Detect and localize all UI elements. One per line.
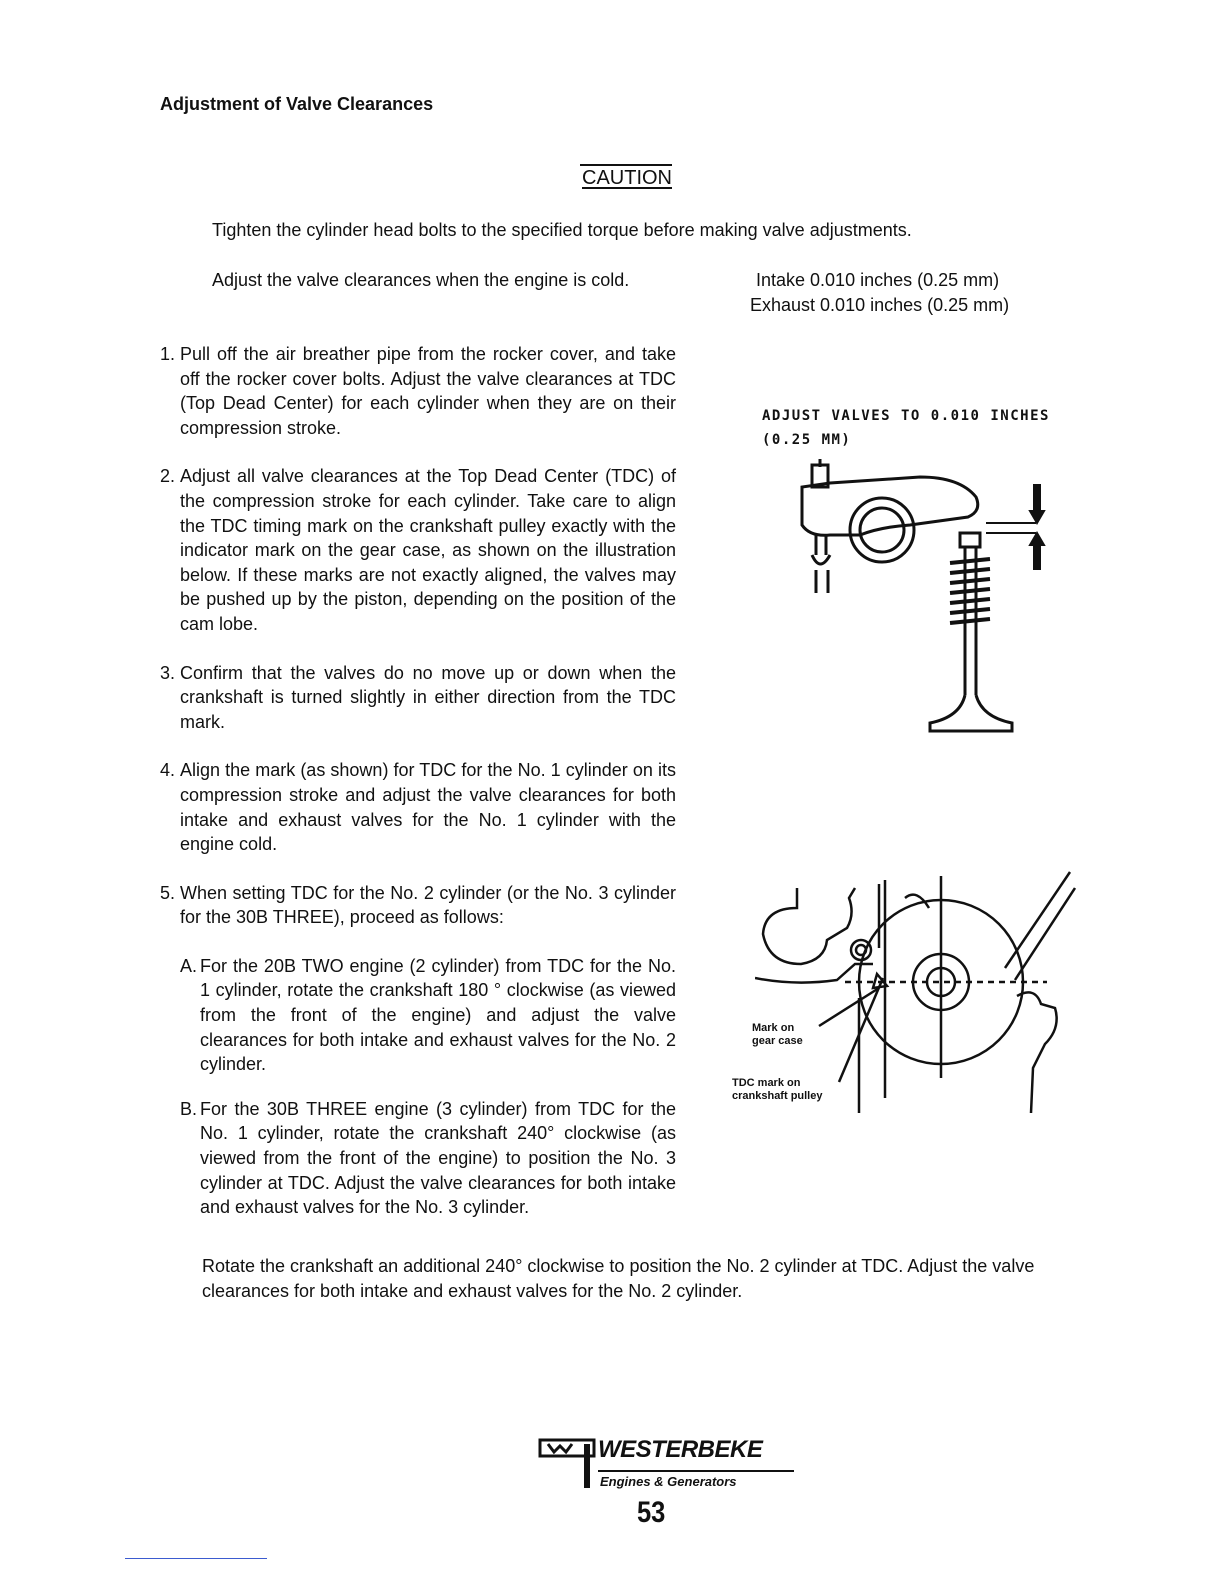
substep-a <box>180 954 676 1077</box>
step-text: Confirm that the valves do no move up or down when the crankshaft is turned slightly in either direction from the TDC mark. <box>180 662 676 732</box>
closing-paragraph: Rotate the crankshaft an additional 240° clockwise to position the No. 2 cylinder at TDC. Adjust the valve clearances for both intake and exhaust valves for the No. 2 cylinder. <box>202 1256 1035 1301</box>
substep-letter: B. <box>180 1098 198 1119</box>
substep-text: For the 30B THREE engine (3 cylinder) from TDC for the No. 1 cylinder, rotate the crankshaft 240° clockwise (as viewed from the front of the engine) to position the No. 3 cylinder at TDC. Adjust the valve clearances for both intake and exhaust valves for the No. 3 cylinder. <box>200 1098 676 1218</box>
cold-note: Adjust the valve clearances when the engine is cold. <box>212 270 630 290</box>
procedure-steps <box>160 342 676 1240</box>
tdc-label-line1: TDC mark on <box>732 1077 801 1089</box>
step-text: When setting TDC for the No. 2 cylinder (or the No. 3 cylinder for the 30B THREE), proceed as follows: <box>180 882 676 928</box>
page-number: 53 <box>637 1496 666 1529</box>
step-number: 5. <box>160 882 176 903</box>
caution-rule <box>580 164 672 166</box>
valve-rocker-illustration <box>790 455 1050 740</box>
step-number: 1. <box>160 344 176 364</box>
step-text: Align the mark (as shown) for TDC for the No. 1 cylinder on its compression stroke and adjust the valve clearances for both intake and exhaust valves for the No. 1 cylinder with the engine cold. <box>180 760 676 855</box>
step-text: Adjust all valve clearances at the Top Dead Center (TDC) of the compression stroke for each cylinder. Take care to align the TDC timing mark on the crankshaft pulley exactly with the indicator mark on the gear case, as shown on the illustration below. If these marks are not exactly aligned, the valves may be pushed up by the piston, depending on the position of the cam lobe. <box>180 466 676 634</box>
valve-diagram-label: ADJUST VALVES TO 0.010 INCHES <box>762 408 1050 424</box>
mark-label-line2: gear case <box>752 1035 803 1047</box>
step-text: Pull off the air breather pipe from the rocker cover, and take off the rocker cover bolts. Adjust the valve clearances at TDC (Top Dead Center) for each cylinder when they are on their compression stroke. <box>180 344 676 438</box>
tdc-label-line2: crankshaft pulley <box>732 1090 823 1102</box>
substep-b <box>180 1097 676 1220</box>
westerbeke-logo-icon <box>538 1438 598 1492</box>
step-number: 2. <box>160 466 176 487</box>
page-title: Adjustment of Valve Clearances <box>160 94 434 114</box>
step-number: 4. <box>160 760 176 781</box>
step-4 <box>160 758 676 856</box>
footer-rule <box>125 1558 267 1559</box>
tdc-mark-label <box>732 1077 822 1103</box>
substep-text: For the 20B TWO engine (2 cylinder) from TDC for the No. 1 cylinder, rotate the crankshaft 180 ° clockwise (as viewed from the front of the engine) and adjust the valve clearances for both intake and exhaust valves for the No. 2 cylinder. <box>200 955 676 1075</box>
caution-label: CAUTION <box>582 167 672 189</box>
step-5 <box>160 881 676 930</box>
mark-label <box>752 1022 803 1048</box>
brand-underline <box>598 1470 794 1472</box>
brand-name: WESTERBEKE <box>598 1436 763 1463</box>
step-number: 3. <box>160 662 176 683</box>
valve-diagram-label-mm: (0.25 MM) <box>762 432 852 448</box>
brand-tagline: Engines & Generators <box>600 1474 737 1489</box>
mark-label-line1: Mark on <box>752 1022 795 1034</box>
caution-text: Tighten the cylinder head bolts to the specified torque before making valve adjustments. <box>212 220 912 240</box>
exhaust-spec: Exhaust 0.010 inches (0.25 mm) <box>750 295 1010 315</box>
intake-spec: Intake 0.010 inches (0.25 mm) <box>756 270 1000 290</box>
step-1 <box>160 342 676 440</box>
step-2 <box>160 464 676 636</box>
substep-letter: A. <box>180 955 198 976</box>
step-3 <box>160 661 676 735</box>
